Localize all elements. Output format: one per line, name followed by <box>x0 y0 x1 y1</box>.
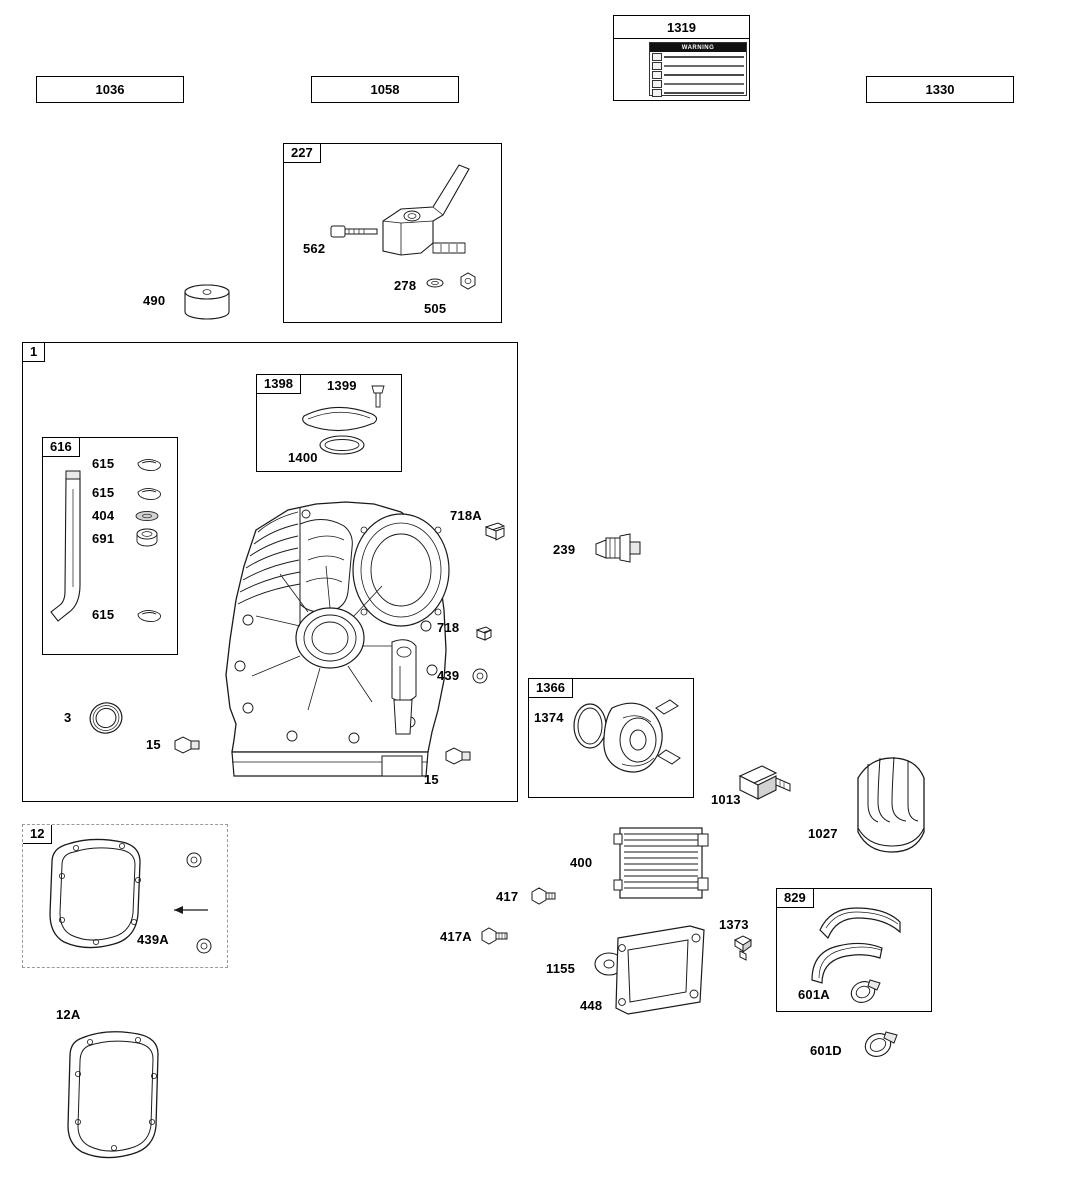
callout-417A: 417A <box>440 929 472 944</box>
callout-12A: 12A <box>56 1007 81 1022</box>
callout-505: 505 <box>424 301 447 316</box>
callout-417: 417 <box>496 889 519 904</box>
ref-box-1036[interactable] <box>36 76 184 103</box>
sump-gasket-art <box>22 824 230 970</box>
oil-fill-cap-art <box>180 280 240 330</box>
group-829-tag: 829 <box>777 889 814 908</box>
group-1398-tag: 1398 <box>257 375 301 394</box>
callout-400: 400 <box>570 855 593 870</box>
cooler-bracket-art <box>612 920 716 1020</box>
group-227-tag: 227 <box>284 144 321 163</box>
breather-cover-art <box>256 374 404 474</box>
oil-pump-art <box>528 678 696 800</box>
callout-615-a: 615 <box>92 456 115 471</box>
callout-718A: 718A <box>450 508 482 523</box>
callout-448: 448 <box>580 998 603 1013</box>
oil-filter-art <box>848 752 938 862</box>
callout-1155: 1155 <box>546 961 576 976</box>
callout-562: 562 <box>303 241 326 256</box>
group-616-tag: 616 <box>43 438 80 457</box>
hose-clamp-601A-art <box>846 976 884 1008</box>
callout-3: 3 <box>64 710 72 725</box>
group-1366-tag: 1366 <box>529 679 573 698</box>
callout-1373: 1373 <box>719 917 749 932</box>
callout-490: 490 <box>143 293 166 308</box>
ref-box-1036-label: 1036 <box>95 82 125 97</box>
callout-1013: 1013 <box>711 792 741 807</box>
bolt-417-art <box>528 884 558 910</box>
hose-clamp-601D-art <box>860 1028 900 1062</box>
dowel-pin-718-art <box>474 625 494 645</box>
ref-box-1330[interactable] <box>866 76 1014 103</box>
callout-601D: 601D <box>810 1043 842 1058</box>
ref-box-1330-label: 1330 <box>925 82 955 97</box>
callout-15-a: 15 <box>146 737 161 752</box>
callout-278: 278 <box>394 278 417 293</box>
dipstick-tube-art <box>42 437 180 657</box>
callout-615-b: 615 <box>92 485 115 500</box>
bolt-1373-art <box>730 934 760 962</box>
callout-1027: 1027 <box>808 826 838 841</box>
oil-pressure-switch-art <box>592 530 648 570</box>
warning-decal-header: WARNING <box>681 44 715 51</box>
callout-239: 239 <box>553 542 576 557</box>
dowel-pin-718A-art <box>482 521 508 543</box>
callout-1374: 1374 <box>534 710 564 725</box>
oil-cooler-art <box>612 820 716 914</box>
group-1-tag: 1 <box>23 343 45 362</box>
bolt-417A-art <box>478 924 510 950</box>
callout-439A: 439A <box>137 932 169 947</box>
callout-1400: 1400 <box>288 450 318 465</box>
callout-404: 404 <box>92 508 115 523</box>
warning-decal-icon <box>649 42 747 96</box>
sump-gasket-12A-art <box>58 1022 188 1162</box>
callout-15-b: 15 <box>424 772 439 787</box>
plug-15b-art <box>443 744 473 768</box>
callout-615-c: 615 <box>92 607 115 622</box>
plug-439-art <box>470 666 492 686</box>
plug-15a-art <box>172 733 202 757</box>
callout-1399: 1399 <box>327 378 357 393</box>
oil-filter-nipple-art <box>736 762 798 810</box>
group-12-tag: 12 <box>23 825 52 844</box>
ref-box-1319-label: 1319 <box>614 16 749 39</box>
callout-439: 439 <box>437 668 460 683</box>
callout-601A: 601A <box>798 987 830 1002</box>
ref-box-1058[interactable] <box>311 76 459 103</box>
callout-691: 691 <box>92 531 115 546</box>
callout-718: 718 <box>437 620 460 635</box>
bracket-assembly-art <box>283 143 503 325</box>
ref-box-1319[interactable] <box>613 15 750 101</box>
ref-box-1058-label: 1058 <box>370 82 400 97</box>
crankshaft-seal-art <box>84 698 130 740</box>
